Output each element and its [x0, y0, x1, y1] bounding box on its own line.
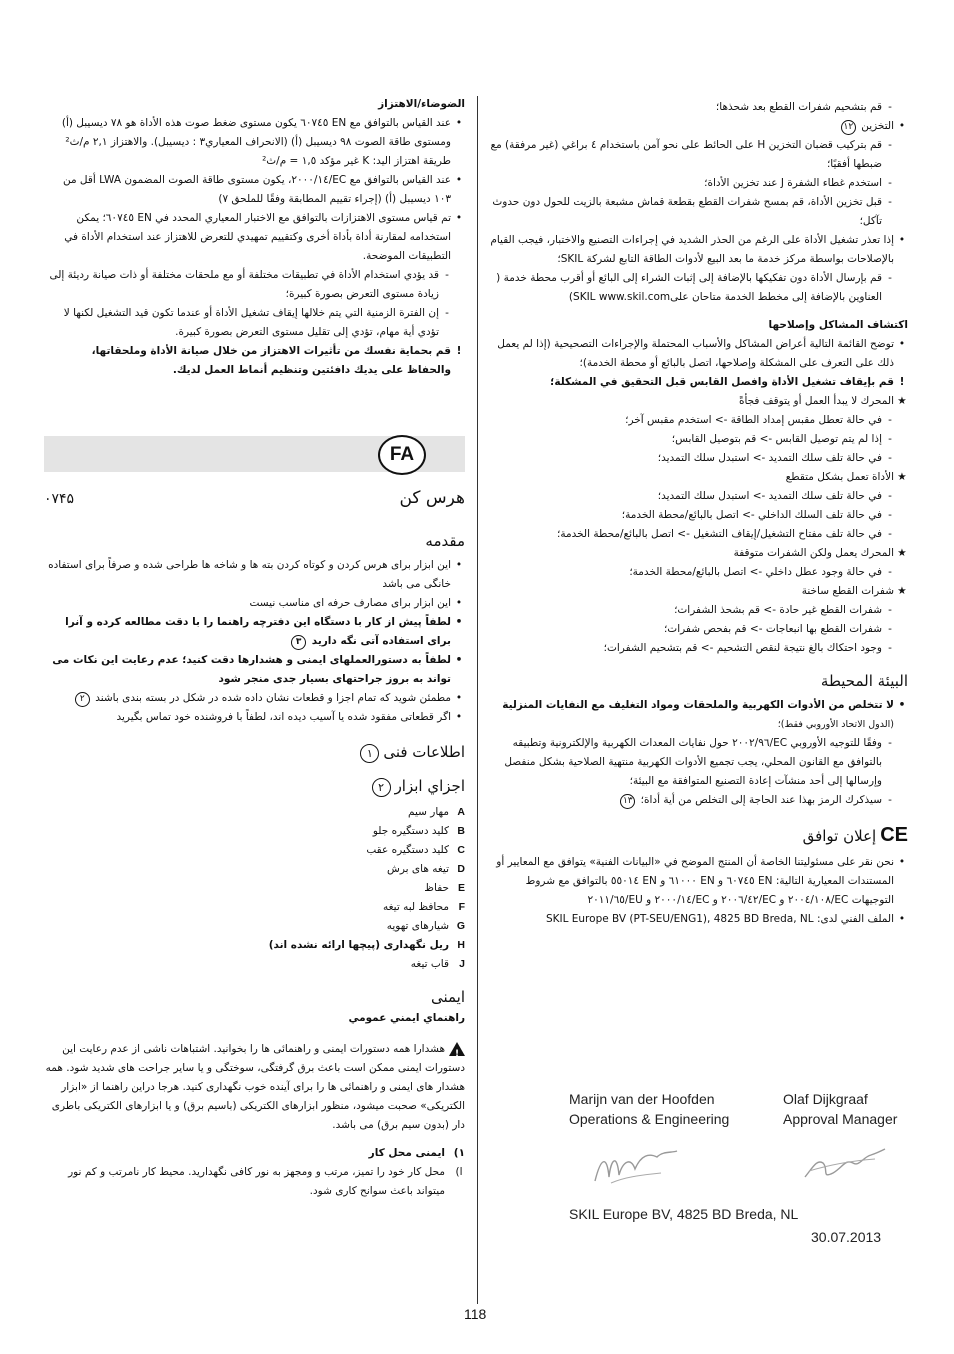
part-item: F محافظ لبه تیغه [382, 901, 465, 913]
trouble-item: - شفرات القطع بها انبعاجات -> قم بفحص شفرات؛ [663, 623, 892, 635]
declaration-heading: CEإعلان توافق [802, 824, 908, 846]
troubleshooting-intro: • توضح القائمة التالية أعراض المشاكل والأسباب المحتملة والإجراءات التصحيحية (إذا لم يعمل ذلك على التعرف على المشكلة وإصلاحها، اتصل بالبائع أو محطة الخدمة)؛ [497, 338, 906, 369]
product-name: هرس کن [399, 488, 465, 508]
environment-main: • لا تتخلص من الأدوات الكهربية والملحقات ومواد التغليف مع النفايات المنزلية [502, 699, 906, 711]
product-model: ۰۷۴۵ [44, 490, 75, 506]
warning-icon [449, 1042, 465, 1056]
trouble-item: - في حالة وجود عطل داخلي -> اتصل بالبائع/محطة الخدمة؛ [629, 566, 892, 578]
trouble-item: - في حالة تلف السلك الداخلي -> اتصل بالبائع/محطة الخدمة؛ [621, 509, 892, 521]
intro-item: • اگر قطعاتی مفقود شده یا آسیب دیده اند، لطفاً با فروشنده خود تماس بگیرید [116, 711, 463, 723]
part-item: J قاب تیغه [410, 958, 465, 970]
noise-sub-item: - قد يؤدي استخدام الأداة في تطبيقات مختلفة أو مع ملحقات مختلفة أو ذات صيانة رديئة إلى زيادة مستوى التعرض بصورة كبيرة؛ [49, 269, 449, 300]
signature-left-image [591, 1147, 681, 1189]
trouble-item: - وجود احتكاك بالغ نتيجة لنقص التشحيم -> قم بتشحيم الشفرات؛ [603, 642, 892, 654]
company-address: SKIL Europe BV, 4825 BD Breda, NL [569, 1206, 799, 1222]
parts-list [44, 803, 465, 974]
part-item: E حفاظ [424, 882, 465, 894]
parts-heading: اجزاي ابزار٢ [44, 777, 465, 797]
intro-item: • مطمئن شوید که تمام اجزا و قطعات نشان داده شده در شکل در بسته بندی باشند ٢ [44, 689, 465, 708]
work-area-text: ا) محل کار خود را تمیز، مرتب و ومجهز به نور کافی نگهدارید. محیط کار نامرتب و کم نور میتواند باعث سوانح کاری شود. [68, 1166, 463, 1197]
intro-item: • این ابزار برای مصارف حرفه ای مناسب نیست [249, 597, 463, 609]
safety-subheading: راهنماي ايمني عمومي [348, 1012, 465, 1024]
maintenance-item: - قبل تخزين الأداة، قم بمسح شفرات القطع بقطعة قماش مشبعة بالزيت للحول دون حدوث تآكل؛ [492, 196, 892, 227]
work-area-heading: ١) ایمنی محل کار [368, 1147, 465, 1159]
trouble-item: - في حالة تعطل مقبس إمداد الطاقة -> استخدم مقبس آخر؛ [625, 414, 892, 426]
trouble-item: - في حالة تلف مفتاح التشغيل/إيقاف التشغيل -> اتصل بالبائع/محطة الخدمة؛ [557, 528, 892, 540]
specs-heading: اطلاعات فنی١ [44, 743, 465, 763]
intro-item: • لطفاً پیش از کار با دستگاه این دفترچه راهنما را با دقت مطالعه کرده و آنرا برای استفاده آتی نگه دارید ٣ [44, 613, 465, 651]
trouble-item: - إذا لم يتم توصيل القابس -> قم بتوصيل القابس؛ [671, 433, 892, 445]
maintenance-item: • التخزين ١٢ [490, 117, 908, 136]
environment-heading: البيئة المحيطة [820, 672, 908, 690]
page-number: 118 [464, 1306, 487, 1322]
maintenance-item: • إذا تعذر تشغيل الأداة على الرغم من الحذر الشديد في إجراءات التصنيع والاختبار، فيجب القيام بالإصلاحات بواسطة مركز خدمة ما بعد البيع لأدوات الطاقة التابع لشركة SKIL؛ [490, 234, 906, 265]
noise-warning: ! قم بحماية نفسك من تأثيرات الاهتزاز من خلال صيانة الأداة وملحقاتها، والحفاظ على يديك دافئتين وتنظيم أنماط العمل لديك. [91, 345, 462, 376]
environment-item: - وفقًا للتوجيه الأوروبي EC/٢٠٠٢/٩٦ حول نفايات المعدات الكهربية والإلكترونية وتطبيقه بالتوافق مع القانون المحلي، يجب تجميع الأدوات الكهربية منتهية الصلاحية بشكل منفصل وإرسالها إلى أحد منشآت إعادة التصنيع المتوافقة مع البيئة؛ [504, 737, 892, 787]
intro-item: • لطفاً به دستورالعملهای ایمنی و هشدارها دقت کنید؛ عدم رعایت این نکات می تواند به بروز جراحتهای بسیار جدی منجر شود [52, 654, 463, 685]
maintenance-item: - قم بإرسال الأداة دون تفكيكها بالإضافة إلى إثبات الشراء إلى البائع أو أقرب محطة خدمة ( العناوين بالإضافة إلى مخطط الخدمة متاحان علىSKIL www.skil.com) [496, 272, 892, 303]
troubleshooting-warning: ! قم بإيقاف تشغيل الأداة وافصل القابس قبل التحقيق في المشكلة؛ [550, 376, 905, 388]
trouble-group-title: ★ المحرك لا يبدأ العمل أو يتوقف فجأةً [738, 395, 907, 407]
part-item: A مهار سیم [407, 806, 465, 818]
signature-right-image [799, 1147, 889, 1189]
noise-sub-item: - إن الفترة الزمنية التي يتم خلالها إيقاف تشغيل الأداة أو عندما تكون قيد التشغيل لكنها لا تؤدي أية مهام، تؤدي إلى تقليل مستوى التعرض بصورة كبيرة. [63, 307, 449, 338]
trouble-item: - شفرات القطع غير حادة -> قم بشحذ الشفرات؛ [674, 604, 892, 616]
trouble-item: - في حالة تلف سلك التمديد -> استبدل سلك التمديد؛ [657, 490, 892, 502]
declaration-date: 30.07.2013 [811, 1229, 882, 1245]
signatory-left [569, 1089, 729, 1129]
signatory-right-title: Approval Manager [783, 1111, 898, 1127]
part-item: G شیارهای تهویه [386, 920, 465, 932]
declaration-item: • نحن نقر على مسئوليتنا الخاصة أن المنتج الموضح في «البيانات الفنية» يتوافق مع المعايير أو المستندات المعيارية التالية: EN ٦٠٧٤٥ و EN ٦١٠٠٠ و EN ٥٥٠١٤ بالتوافق مع شروط التوجيهات EC/٢٠٠٤/١٠٨ و EC/٢٠٠٦/٤٢ و EC/٢٠٠٠/١٤ و EU/٢٠١١/٦٥ [496, 856, 906, 906]
environment-item: - سيذكرك الرمز بهذا عند الحاجة إلى التخلص من أية أداة؛ ١٣ [490, 791, 908, 810]
safety-warning: !هشدارا همه دستورات ایمنی و راهنمائی ها را بخوانید. اشتباهات ناشی از عدم رعایت این دستورات ایمنی ممکن است باعث برق گرفتگی، سوختگی و یا سایر جراحت های شدید شود. همه هشدار های ایمنی و راهنمائی ها را برای آینده خوب نگهداری کنید. هرجا دراین راهنما از «ابزار الکتریکی» صحبت میشود، منظور ابزارهای الکتریکی (باسیم برق) و یا ابزارهای الکتریکی باطری دار (بدون سیم برق) می باشد. [44, 1040, 465, 1135]
maintenance-item: - قم بتشحيم شفرات القطع بعد شحذها؛ [715, 101, 892, 113]
troubleshooting-heading: اكتشاف المشاكل وإصلاحها [768, 319, 908, 331]
declaration-item: • الملف الفني لدى: SKIL Europe BV (PT-SEU/ENG1), 4825 BD Breda, NL [545, 913, 906, 925]
maintenance-item: - قم بتركيب قضبان التخزين H على الحائط على نحو آمن باستخدام ٤ براغي (غير مرفقة) مع ضبطها أفقيًا؛ [490, 139, 892, 170]
trouble-group-title: ★ شفرات القطع ساخنة [801, 585, 907, 597]
part-item: D تیغه های برش [387, 863, 465, 875]
left-column-lower [44, 522, 465, 1201]
part-item: H ریل نگهداری (پیچها ارائه نشده اند) [268, 939, 465, 951]
right-column [490, 98, 908, 929]
noise-item: • عند القياس بالتوافق مع EC/٢٠٠٠/١٤، يكون مستوى طاقة الصوت المضمون LWA أقل من ١٠٣ ديسيبل (أ) (إجراء تقييم المطابقة وفقًا للملحق ٧) [62, 174, 463, 205]
signatory-left-name: Marijn van der Hoofden [569, 1091, 715, 1107]
language-badge: FA [378, 435, 426, 475]
trouble-group-title: ★ المحرك يعمل ولكن الشفرات متوقفة [733, 547, 907, 559]
column-divider [477, 96, 478, 1304]
environment-note: (الدول الاتحاد الأوروبي فقط)؛ [777, 719, 894, 730]
ce-mark-icon: CE [880, 824, 908, 846]
signatory-left-title: Operations & Engineering [569, 1111, 730, 1127]
trouble-item: - في حالة تلف سلك التمديد -> استبدل سلك التمديد؛ [657, 452, 892, 464]
intro-heading: مقدمه [425, 532, 465, 550]
safety-heading: ایمنی [430, 988, 465, 1006]
left-column [44, 98, 465, 380]
intro-item: • این ابزار برای هرس کردن و کوتاه کردن بته ها و شاخه ها طراحی شده و صرفاً برای استفاده خانگی می باشد [48, 559, 463, 590]
part-item: B کلید دستگیره جلو [372, 825, 465, 837]
signatory-right [783, 1089, 897, 1129]
noise-item: • تم قياس مستوى الاهتزازات بالتوافق مع الاختبار المعياري المحدد في EN ٦٠٧٤٥؛ يمكن استخدامه لمقارنة أداة بأداة أخرى وكتقييم تمهيدي للتعرض للاهتزاز عند استخدام الأداة في التطبيقات الموضحة. [64, 212, 463, 262]
noise-heading: الضوضاء/الاهتزاز [378, 98, 465, 110]
noise-item: • عند القياس بالتوافق مع EN ٦٠٧٤٥ يكون مستوى ضغط صوت هذه الأداة هو ٧٨ ديسيبل (أ) ومستوى طاقة الصوت ٩٨ ديسيبل (أ) (الانحراف المعياري٣ : ديسيبل). والاهتزاز ٢,١ م/ث² طريقة اهتزاز اليد: K غير مؤكد ١,٥ = م/ث² [61, 117, 463, 167]
signatory-right-name: Olaf Dijkgraaf [783, 1091, 868, 1107]
trouble-group-title: ★ الأداة تعمل بشكل متقطع [785, 471, 907, 483]
part-item: C کلید دستگیره عقب [366, 844, 465, 856]
maintenance-item: - استخدم غطاء الشفرة J عند تخزين الأداة؛ [704, 177, 892, 189]
